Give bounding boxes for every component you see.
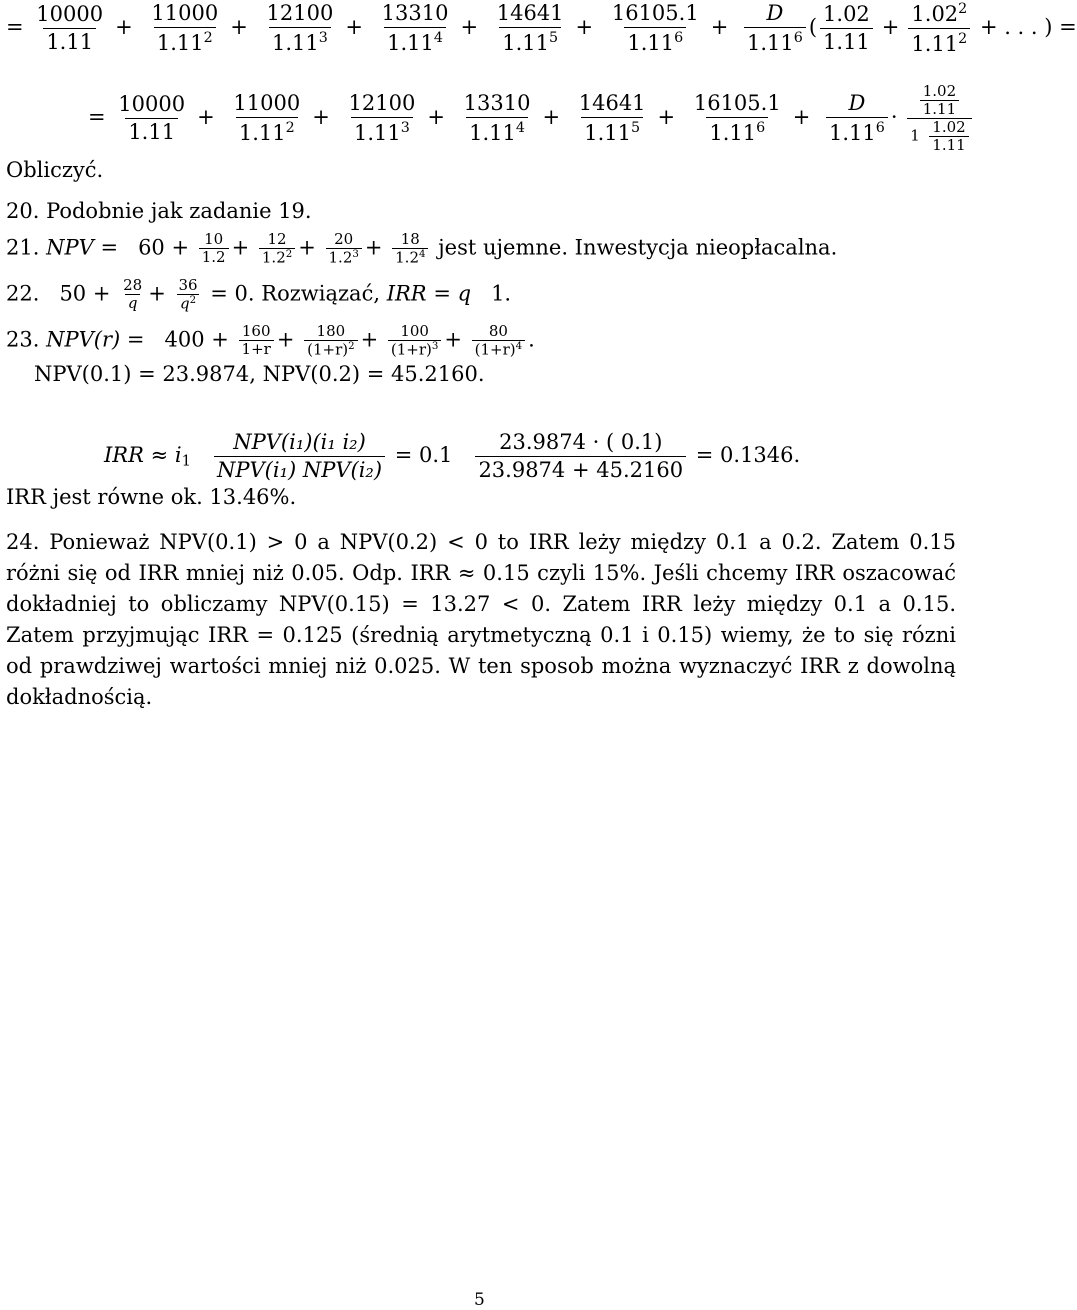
eq1-term-4: $\frac{13310}{1.11^4}$ [381,0,449,55]
equation-line-2: = $\frac{10000}{1.11}$ + $\frac{11000}{1.11^2}$ + $\frac{12100}{1.11^3}$ + $\frac{13310}{1.11^4}$ + $\frac{14641}{1.11^5}$ + $\frac{16105.1}{1.11^6}$ + $\frac{D}{1.11^6}$ · $\frac{1.02}{1.11}$ 1 $\frac{1.02}{1.11}$ [88,84,975,153]
eq1-term-2: $\frac{11000}{1.11^2}$ [151,0,219,55]
eq2-lead: = [88,105,106,129]
problem-21: 21. NPV = 60 + $\frac{10}{1.2}$ + $\frac{12}{1.2^2}$ + $\frac{20}{1.2^3}$ + $\frac{18}{1.2^4}$ jest ujemne. Inwestycja nieopłacalna. [6,230,838,267]
eq1-tail: + . . . ) = [979,14,1077,39]
problem-24: 24. Ponieważ NPV(0.1) > 0 a NPV(0.2) < 0 to IRR leży między 0.1 a 0.2. Zatem 0.15 różni się od IRR mniej niż 0.05. Odp. IRR ≈ 0.15 czyli 15%. Jeśli chcemy IRR oszacować dokładniej to obliczamy NPV(0.15) = 13.27 < 0. Zatem IRR leży między 0.1 a 0.15. Zatem przyjmując IRR = 0.125 (średnią arytmetyczną 0.1 i 0.15) wiemy, że to się rózni od prawdziwej wartości mniej niż 0.025. W ten sposob można wyznaczyć IRR z dowolną dokładnością. [6,530,956,709]
eq2-geometric-sum: $\frac{1.02}{1.11}$ 1 $\frac{1.02}{1.11}$ [907,84,972,153]
eq1-term-3: $\frac{12100}{1.11^3}$ [266,0,334,55]
problem-22: 22. 50 + $\frac{28}{q}$ + $\frac{36}{q^2}$ = 0. Rozwiązać, IRR = q 1. [6,276,512,313]
label-obliczyc: Obliczyć. [6,158,104,182]
eq1-term-6: $\frac{16105.1}{1.11^6}$ [611,0,699,55]
irr-result: IRR jest równe ok. 13.46%. [6,485,297,509]
irr-formula: IRR ≈ $i_1$ $\frac{\text{NPV(i₁)(i₁ i₂)}}{\text{NPV(i₁) NPV(i₂)}}$ = 0.1 $\frac{23.9874 \cdot ( 0.1)}{23.9874 + 45.2160}$ = 0.1346. [104,430,801,482]
problem-20: 20. Podobnie jak zadanie 19. [6,199,312,223]
eq1-lead: = [6,14,24,39]
eq1-inner-2: $\frac{1.02^2}{1.11^2}$ [908,2,970,55]
problem-23: 23. NPV(r) = 400 + $\frac{160}{1+r}$ + $\frac{180}{(1+r)^2}$ + $\frac{100}{(1+r)^3}$ + $\frac{80}{(1+r)^4}$ . [6,322,535,359]
equation-line-1: = $\frac{10000}{1.11}$ + $\frac{11000}{1.11^2}$ + $\frac{12100}{1.11^3}$ + $\frac{13310}{1.11^4}$ + $\frac{14641}{1.11^5}$ + $\frac{16105.1}{1.11^6}$ + $\frac{D}{1.11^6}$ ( $\frac{1.02}{1.11}$ + $\frac{1.02^2}{1.11^2}$ + . . . ) = [6,0,1077,56]
eq1-term-5: $\frac{14641}{1.11^5}$ [496,0,564,55]
eq1-d-term: $\frac{D}{1.11^6}$ [744,3,806,54]
problem-23-line-2: NPV(0.1) = 23.9874, NPV(0.2) = 45.2160. [34,362,485,386]
eq1-inner-1: $\frac{1.02}{1.11}$ [820,4,873,53]
page-number: 5 [474,1290,485,1310]
eq1-term-1: $\frac{10000}{1.11}$ [36,1,104,54]
